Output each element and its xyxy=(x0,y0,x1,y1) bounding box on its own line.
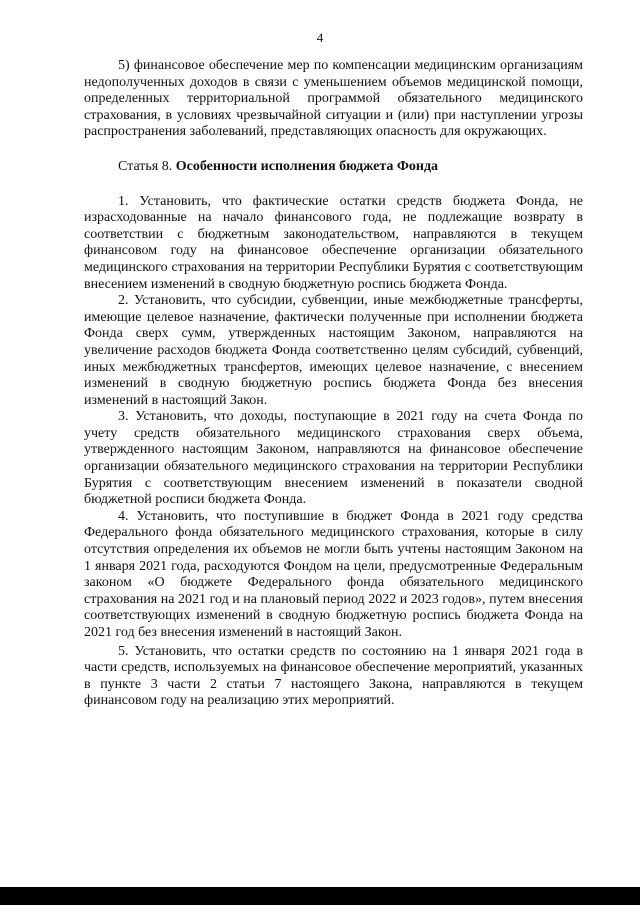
paragraph-3: 3. Установить, что доходы, поступающие в 2021 году на счета Фонда по учету средств обязательного медицинского страхования сверх объема, утвержденного настоящим Законом, направляются на финансовое обеспечение организации обязательного медицинского страхования на территории Республики Бурятия с соответствующим внесением изменений в показатели сводной бюджетной росписи бюджета Фонда. xyxy=(84,409,583,508)
document-body xyxy=(84,58,583,710)
article-title: Особенности исполнения бюджета Фонда xyxy=(175,158,439,174)
paragraph-5: 5. Установить, что остатки средств по состоянию на 1 января 2021 года в части средств, используемых на финансовое обеспечение мероприятий, указанных в пункте 3 части 2 статьи 7 настоящего Закона, направляются в текущем финансовом году на реализацию этих мероприятий. xyxy=(84,643,583,709)
scan-bottom-edge xyxy=(0,887,640,905)
paragraph-1: 1. Установить, что фактические остатки средств бюджета Фонда, не израсходованные на начало финансового года, не подлежащие возврату в соответствии с бюджетным законодательством, направляются в текущем финансовом году на финансовое обеспечение организации обязательного медицинского страхования на территории Республики Бурятия с соответствующим внесением изменений в сводную бюджетную роспись бюджета Фонда. xyxy=(84,193,583,292)
paragraph-2: 2. Установить, что субсидии, субвенции, иные межбюджетные трансферты, имеющие целевое назначение, фактически полученные при исполнении бюджета Фонда сверх сумм, утвержденных настоящим Законом, направляются на увеличение расходов бюджета Фонда соответственно целям субсидий, субвенций, иных межбюджетных трансфертов, имеющих целевое назначение, с внесением изменений в сводную бюджетную роспись бюджета Фонда без внесения изменений в настоящий Закон. xyxy=(84,293,583,408)
paragraph-4: 4. Установить, что поступившие в бюджет Фонда в 2021 году средства Федерального фонда обязательного медицинского страхования, которые в силу отсутствия определения их объемов не могли быть учтены настоящим Законом на 1 января 2021 года, расходуются Фондом на цели, предусмотренные Федеральным законом «О бюджете Федерального фонда обязательного медицинского страхования на 2021 год и на плановый период 2022 и 2023 годов», путем внесения соответствующих изменений в сводную бюджетную роспись бюджета Фонда на 2021 год без внесения изменений в настоящий Закон. xyxy=(84,508,583,640)
article-prefix: Статья 8. xyxy=(118,158,173,174)
article-heading xyxy=(84,159,583,176)
intro-paragraph: 5) финансовое обеспечение мер по компенсации медицинским организациям недополученных доходов в связи с уменьшением объемов медицинской помощи, определенных территориальной программой обязательного медицинского страхования, в условиях чрезвычайной ситуации и (или) при наступлении угрозы распространения заболеваний, представляющих опасность для окружающих. xyxy=(84,58,583,140)
page-number: 4 xyxy=(316,30,324,45)
